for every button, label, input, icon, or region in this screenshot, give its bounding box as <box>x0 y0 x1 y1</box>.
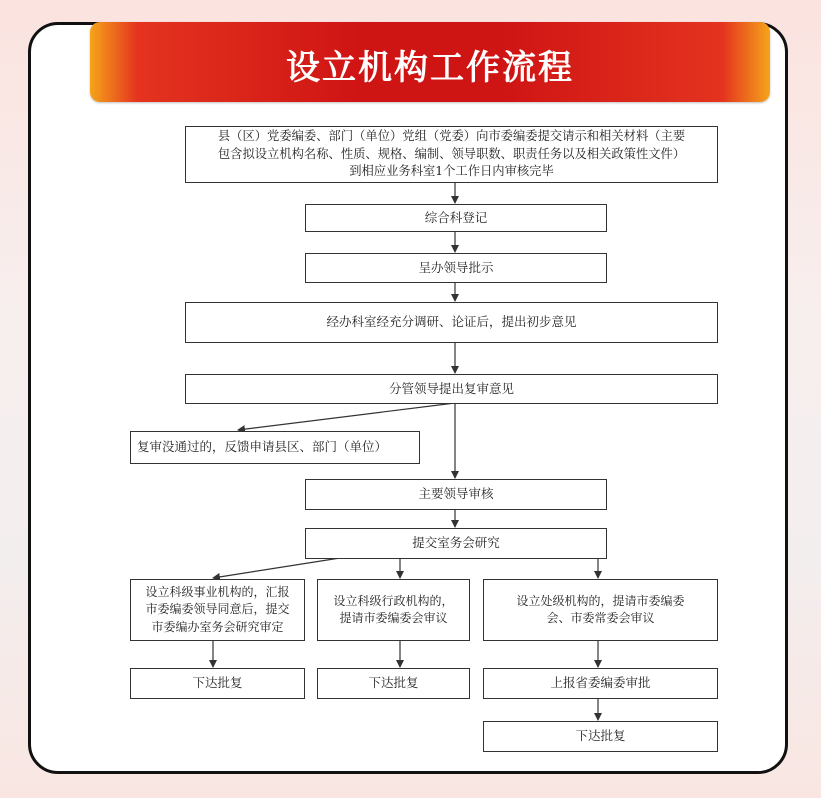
node-result-c-approval: 下达批复 <box>483 721 718 752</box>
node-branch-section-admin: 设立科级行政机构的， 提请市委编委会审议 <box>317 579 470 641</box>
node-review-opinion: 分管领导提出复审意见 <box>185 374 718 404</box>
node-register: 综合科登记 <box>305 204 607 232</box>
node-review-rejected: 复审没通过的，反馈申请县区、部门（单位） <box>130 431 420 464</box>
node-office-meeting: 提交室务会研究 <box>305 528 607 559</box>
node-result-a: 下达批复 <box>130 668 305 699</box>
node-result-b: 下达批复 <box>317 668 470 699</box>
node-result-c-provincial: 上报省委编委审批 <box>483 668 718 699</box>
node-leader-instruction: 呈办领导批示 <box>305 253 607 283</box>
node-branch-section-institution: 设立科级事业机构的，汇报 市委编委领导同意后，提交 市委编办室务会研究审定 <box>130 579 305 641</box>
arrow-5-reject <box>238 403 455 430</box>
node-submit-request: 县（区）党委编委、部门（单位）党组（党委）向市委编委提交请示和相关材料（主要 包含拟设立机构名称、性质、规格、编制、领导职数、职责任务以及相关政策性文件） 到相应业务科室1个工作日内审核完毕 <box>185 126 718 183</box>
node-branch-division: 设立处级机构的，提请市委编委 会、市委常委会审议 <box>483 579 718 641</box>
arrow-7-a <box>213 558 340 578</box>
page-title: 设立机构工作流程 <box>286 48 574 88</box>
node-chief-review: 主要领导审核 <box>305 479 607 510</box>
node-preliminary-opinion: 经办科室经充分调研、论证后，提出初步意见 <box>185 302 718 343</box>
